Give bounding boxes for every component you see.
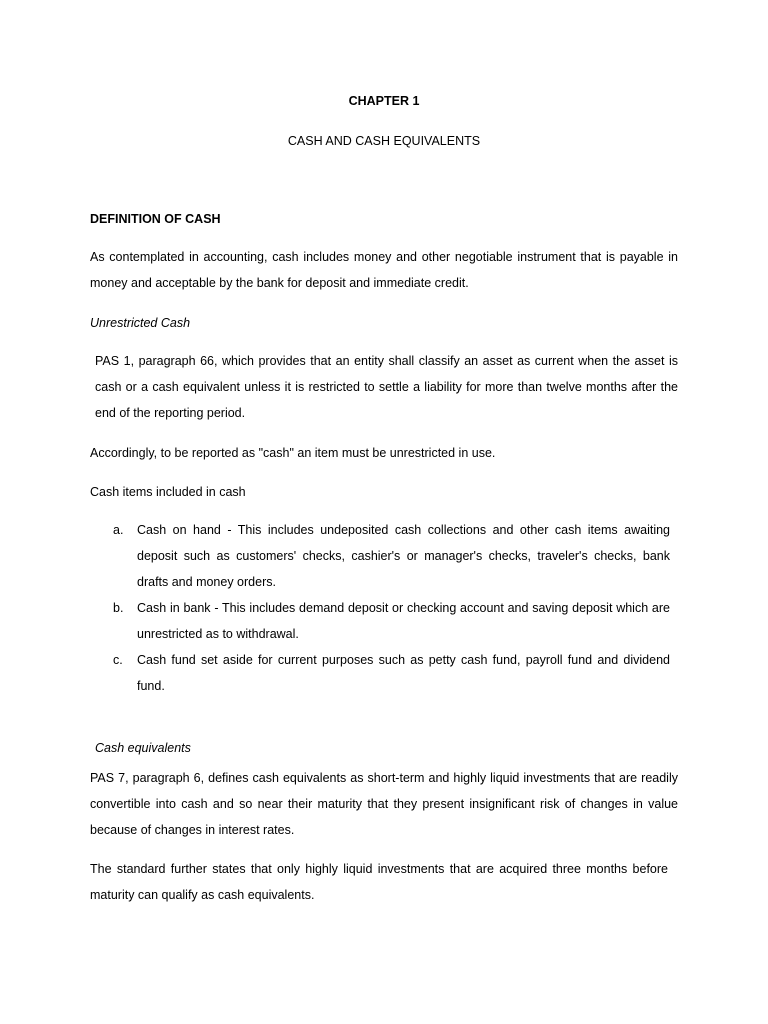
cash-items-heading: Cash items included in cash xyxy=(90,485,246,499)
cash-items-list xyxy=(110,517,670,699)
chapter-label: CHAPTER 1 xyxy=(348,94,420,108)
list-item-text: Cash on hand - This includes undeposited cash collections and other cash items awaiting deposit such as customers' checks, cashier's or manager's checks, traveler's checks, bank drafts and money orders. xyxy=(137,523,670,589)
pas7-paragraph: PAS 7, paragraph 6, defines cash equivalents as short-term and highly liquid investments that are readily convertible into cash and so near their maturity that they present insignificant risk of changes in value because of changes in interest rates. xyxy=(90,771,678,837)
list-item-text: Cash in bank - This includes demand deposit or checking account and saving deposit which are unrestricted as to withdrawal. xyxy=(137,601,670,641)
unrestricted-cash-heading: Unrestricted Cash xyxy=(90,316,191,330)
standard-paragraph: The standard further states that only highly liquid investments that are acquired three months before maturity can qualify as cash equivalents. xyxy=(90,862,668,902)
definition-paragraph: As contemplated in accounting, cash includes money and other negotiable instrument that is payable in money and acceptable by the bank for deposit and immediate credit. xyxy=(90,250,678,290)
list-item xyxy=(110,595,670,647)
cash-equivalents-heading: Cash equivalents xyxy=(95,741,191,755)
list-item xyxy=(110,517,670,595)
list-marker: b. xyxy=(113,601,124,615)
accordingly-paragraph: Accordingly, to be reported as "cash" an item must be unrestricted in use. xyxy=(90,446,496,460)
list-marker: c. xyxy=(113,653,123,667)
list-item-text: Cash fund set aside for current purposes such as petty cash fund, payroll fund and dividend fund. xyxy=(137,653,670,693)
chapter-title: CASH AND CASH EQUIVALENTS xyxy=(287,134,481,148)
pas1-paragraph: PAS 1, paragraph 66, which provides that an entity shall classify an asset as current when the asset is cash or a cash equivalent unless it is restricted to settle a liability for more than twelve months after the end of the reporting period. xyxy=(95,354,678,420)
list-item xyxy=(110,647,670,699)
section-heading-definition: DEFINITION OF CASH xyxy=(90,212,221,226)
list-marker: a. xyxy=(113,523,124,537)
